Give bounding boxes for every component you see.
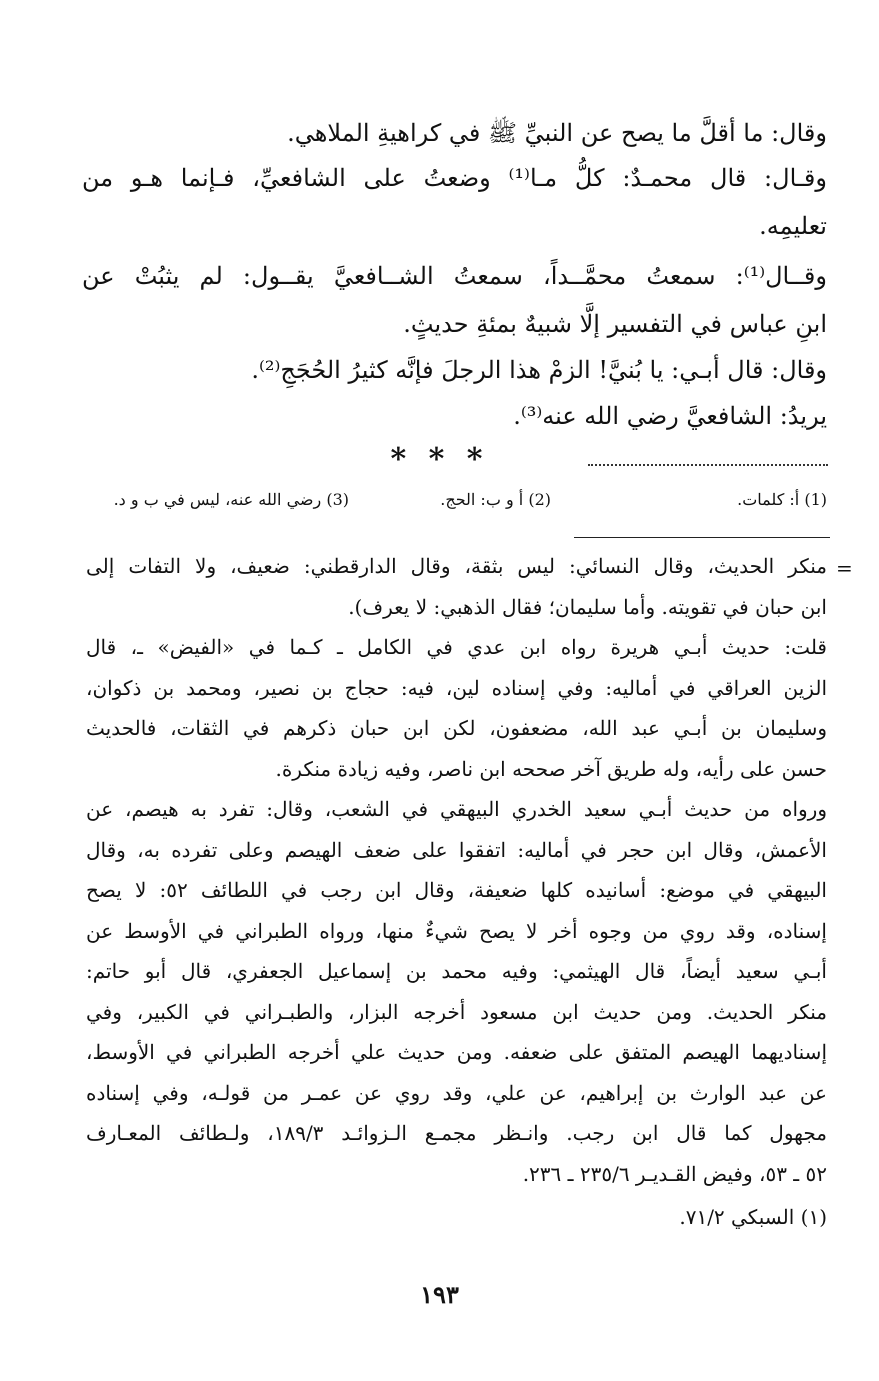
footnote-divider — [588, 464, 828, 466]
main-line: تعليمِه. — [759, 212, 827, 240]
commentary-footnote: (١) السبكي ٧١/٢. — [679, 1205, 827, 1229]
continuation-mark: = — [836, 556, 853, 580]
commentary-line: الزين العراقي في أماليه: وفي إسناده لين، فيه: حجاج بن نصير، ومحمد بن ذكوان، — [86, 676, 827, 700]
main-line: ابنِ عباس في التفسير إلَّا شبيهٌ بمئةِ حديثٍ. — [403, 310, 827, 338]
footnote-3: (3) رضي الله عنه، ليس في ب و د. — [113, 490, 349, 509]
commentary-line: حسن على رأيه، وله طريق آخر صححه ابن ناصر، وفيه زيادة منكرة. — [275, 757, 827, 781]
commentary-line: ابن حبان في تقويته. وأما سليمان؛ فقال الذهبي: لا يعرف). — [348, 595, 827, 619]
main-line: وقال: قال أبـي: يا بُنيَّ! الزمْ هذا الرجلَ فإنَّه كثيرُ الحُجَجِ⁽²⁾. — [251, 356, 827, 384]
commentary-line: ورواه من حديث أبـي سعيد الخدري البيهقي في الشعب، وقال: تفرد به هيصم، عن — [86, 797, 827, 821]
main-line: وقـال: قال محمـدٌ: كلُّ مـا⁽¹⁾ وضعتُ على الشافعيِّ، فـإنما هـو من — [82, 164, 827, 192]
commentary-line: وسليمان بن أبـي عبد الله، مضعفون، لكن ابن حبان ذكرهم في الثقات، فالحديث — [86, 716, 827, 740]
footnote-2: (2) أ و ب: الحج. — [440, 490, 551, 509]
main-line: وقال: ما أقلَّ ما يصح عن النبيِّ ﷺ في كراهيةِ الملاهي. — [287, 119, 827, 147]
commentary-line: قلت: حديث أبـي هريرة رواه ابن عدي في الكامل ـ كـما في «الفيض» ـ، قال — [86, 635, 827, 659]
section-separator: * * * — [390, 442, 489, 477]
commentary-line: أبـي سعيد أيضاً، قال الهيثمي: وفيه محمد بن إسماعيل الجعفري، قال أبو حاتم: — [86, 959, 827, 983]
commentary-line: ٥٢ ـ ٥٣، وفيض القـديـر ٢٣٥/٦ ـ ٢٣٦. — [522, 1162, 827, 1186]
commentary-line: إسناده، وقد روي من وجوه أخر لا يصح شيءٌ منها، ورواه الطبراني في الأوسط عن — [86, 919, 827, 943]
page-number: ١٩٣ — [420, 1280, 459, 1309]
main-line: وقــال⁽¹⁾: سمعتُ محمَّــداً، سمعتُ الشــافعيَّ يقــول: لم يثبُتْ عن — [82, 262, 827, 290]
commentary-line: عن عبد الوارث بن إبراهيم، عن علي، وقد روي عن عمـر من قولـه، وفي إسناده — [86, 1081, 827, 1105]
footnote-1: (1) أ: كلمات. — [737, 490, 827, 509]
commentary-line: البيهقي في موضع: أسانيده كلها ضعيفة، وقال ابن رجب في اللطائف ٥٢: لا يصح — [86, 878, 827, 902]
commentary-line: إسناديهما الهيصم المتفق على ضعفه. ومن حديث علي أخرجه الطبراني في الأوسط، — [86, 1040, 827, 1064]
main-line: يريدُ: الشافعيَّ رضي الله عنه⁽³⁾. — [513, 402, 827, 430]
commentary-line: مجهول كما قال ابن رجب. وانـظر مجمـع الـزوائـد ١٨٩/٣، ولـطائف المعـارف — [86, 1121, 827, 1145]
commentary-divider — [574, 537, 830, 538]
commentary-line: منكر الحديث. ومن حديث ابن مسعود أخرجه البزار، والطبـراني في الكبير، وفي — [86, 1000, 827, 1024]
commentary-line: الأعمش، وقال ابن حجر في أماليه: اتفقوا على ضعف الهيصم وعلى تفرده به، وقال — [86, 838, 827, 862]
commentary-line: منكر الحديث، وقال النسائي: ليس بثقة، وقال الدارقطني: ضعيف، ولا التفات إلى — [86, 554, 827, 578]
